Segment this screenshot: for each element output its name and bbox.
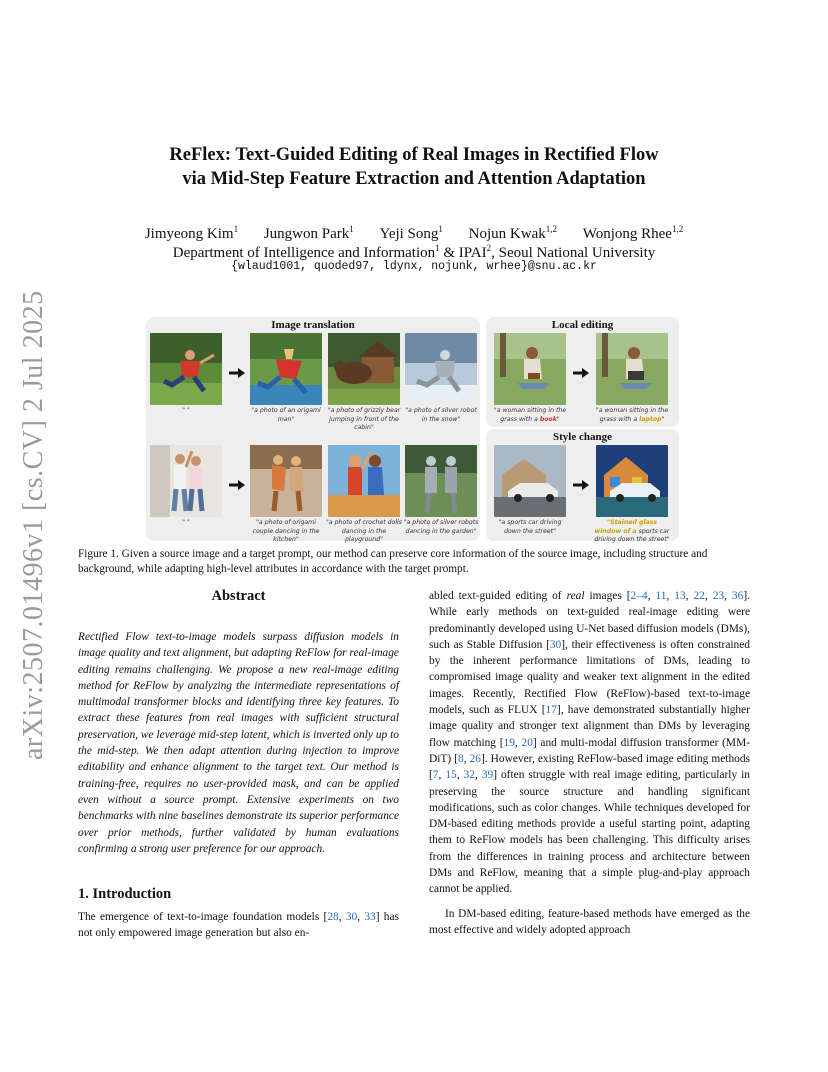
citation-link[interactable]: 8 — [457, 752, 464, 765]
title-line-2: via Mid-Step Feature Extraction and Attention Adaptation — [182, 169, 646, 189]
result-image-grizzly-bear — [328, 333, 400, 405]
source-image-man-kick — [150, 333, 222, 405]
source-image-couple-dancing — [150, 445, 222, 517]
caption-woman-book: "a woman sitting in the grass with a book" — [493, 407, 567, 423]
source-image-sports-car — [494, 445, 566, 517]
affiliation: Department of Intelligence and Information$^1$ & IPAI$^2$, Seoul National University — [172, 243, 656, 261]
caption-sports-car: "a sports car driving down the street" — [498, 519, 562, 535]
citation-link[interactable]: 30 — [345, 911, 358, 924]
title-line-1: ReFlex: Text-Guided Editing of Real Images in Rectified Flow — [169, 145, 659, 165]
result-image-crochet-dolls — [328, 445, 400, 517]
caption-origami-man: "a photo of an origami man" — [251, 407, 321, 423]
citation-link[interactable]: 13 — [674, 590, 686, 602]
citation-link[interactable]: 17 — [545, 704, 557, 717]
result-image-silver-robots-garden — [405, 445, 477, 517]
citation-link[interactable]: 32 — [463, 769, 475, 782]
citation-link[interactable]: 26 — [469, 752, 481, 765]
citation-link[interactable]: 30 — [549, 638, 562, 651]
citation-link[interactable]: 36 — [731, 590, 744, 602]
citation-link[interactable]: 20 — [521, 736, 533, 749]
author: Jungwon Park$^1$ — [263, 224, 354, 242]
right-column — [429, 588, 750, 938]
intro-paragraph-continued: abled text-guided editing of real images [2–4, 11, 13, 22, 23, 36]. While early methods on text-guided real-image editing were predominantly developed using U-Net based diffusion models (DMs), such as Stable Diffusion [30], their effectiveness is often constrained by the inherent performance limitations of DMs, leading to compromised image quality and weaker text alignment in the edited images. Recently, Rectified Flow (ReFlow)-based text-to-image models, such as FLUX [17], have demonstrated substantially higher image quality and stronger text alignment than DMs by leveraging flow matching [19, 20] and multi-modal diffusion transformer (MM-DiT) [8, 26]. However, existing ReFlow-based image editing methods [7, 15, 32, 39] often struggle with real image editing, particularly in preserving the source structure and handling significant modifications, such as color changes. While techniques developed for DM-based editing methods provide a useful starting point, adapting them to ReFlow models has been challenging. This difficulty arises from the differences in training process and architecture between DMs and ReFlow, meaning that a simple plug-and-play approach cannot be applied. — [429, 590, 750, 896]
panel-title-style-change: Style change — [553, 431, 612, 443]
citation-link[interactable]: 23 — [712, 590, 725, 602]
caption-grizzly-bear: "a photo of grizzly bear jumping in front of the cabin" — [327, 407, 401, 431]
caption-stained-glass-car: "Stained glass window of a sports car driving down the street" — [594, 519, 670, 543]
arrow-right-icon — [229, 365, 245, 375]
author: Jimyeong Kim$^1$ — [144, 224, 239, 242]
introduction-heading: 1. Introduction — [78, 886, 172, 903]
result-image-origami-couple — [250, 445, 322, 517]
arrow-right-icon — [229, 477, 245, 487]
intro-paragraph: The emergence of text-to-image foundation models [28, 30, 33] has not only empowered image generation but also en- — [78, 911, 399, 940]
caption-origami-couple: "a photo of origami couple dancing in the kitchen" — [252, 519, 320, 543]
caption-silver-robot: "a photo of silver robot in the snow" — [405, 407, 477, 423]
abstract-heading: Abstract — [211, 588, 266, 604]
caption-silver-robots: "a photo of silver robots dancing in the garden" — [403, 519, 479, 535]
result-image-origami-man — [250, 333, 322, 405]
author: Wonjong Rhee$^{1,2}$ — [582, 224, 684, 242]
source-image-woman-book — [494, 333, 566, 405]
paper-title — [0, 143, 828, 191]
citation-link[interactable]: 15 — [445, 769, 457, 782]
arrow-right-icon — [573, 365, 589, 375]
citation-link[interactable]: 22 — [693, 590, 705, 602]
panel-title-image-translation: Image translation — [271, 319, 355, 331]
paragraph-dm-editing: In DM-based editing, feature-based methods have emerged as the most effective and widely adopted approach — [429, 907, 750, 936]
caption-woman-laptop: "a woman sitting in the grass with a laptop" — [595, 407, 669, 423]
arrow-right-icon — [573, 477, 589, 487]
arxiv-stamp: arXiv:2507.01496v1 [cs.CV] 2 Jul 2025 — [18, 290, 49, 760]
author: Yeji Song$^1$ — [379, 224, 443, 242]
citation-link[interactable]: 7 — [432, 769, 439, 782]
citation-link[interactable]: 39 — [481, 769, 494, 782]
abstract-text: Rectified Flow text-to-image models surpass diffusion models in image quality and text alignment, but adapting ReFlow for real-image editing remains challenging. We propose a new real-image editing method for ReFlow by analyzing the intermediate representations of multimodal transformer blocks and identifying three key features. To extract these features from real images with sufficient structural preservation, we leverage mid-step latent, which is inverted only up to the mid-step. We then adapt attention during injection to improve editability and enhance alignment to the target text. Our method is training-free, requires no user-provided mask, and can be applied even without a source prompt. Extensive experiments on two benchmarks with nine baselines demonstrate its superior performance over prior methods, further validated by human evaluations confirming a strong user preference for our approach. — [78, 631, 399, 855]
author-emails: {wlaud1001, quoded97, ldynx, nojunk, wrhee}@snu.ac.kr — [231, 260, 597, 273]
citation-link[interactable]: 33 — [364, 911, 376, 924]
figure-caption: Figure 1. Given a source image and a target prompt, our method can preserve core information of the source image, including structure and background, while adapting high-level attributes in accordance with the target prompt. — [78, 548, 708, 575]
panel-title-local-editing: Local editing — [551, 319, 614, 331]
caption-crochet-dolls: "a photo of crochet dolls dancing in the playground" — [326, 519, 402, 543]
citation-link[interactable]: 28 — [327, 911, 339, 924]
author: Nojun Kwak$^{1,2}$ — [468, 224, 557, 242]
result-image-stained-glass-car — [596, 445, 668, 517]
caption-source-1: " " — [182, 407, 190, 414]
result-image-woman-laptop — [596, 333, 668, 405]
caption-source-2: " " — [182, 519, 190, 526]
citation-link[interactable]: 2–4 — [630, 590, 648, 602]
citation-link[interactable]: 11 — [655, 590, 667, 602]
result-image-silver-robot — [405, 333, 477, 405]
left-column — [78, 588, 399, 942]
citation-link[interactable]: 19 — [503, 736, 515, 749]
